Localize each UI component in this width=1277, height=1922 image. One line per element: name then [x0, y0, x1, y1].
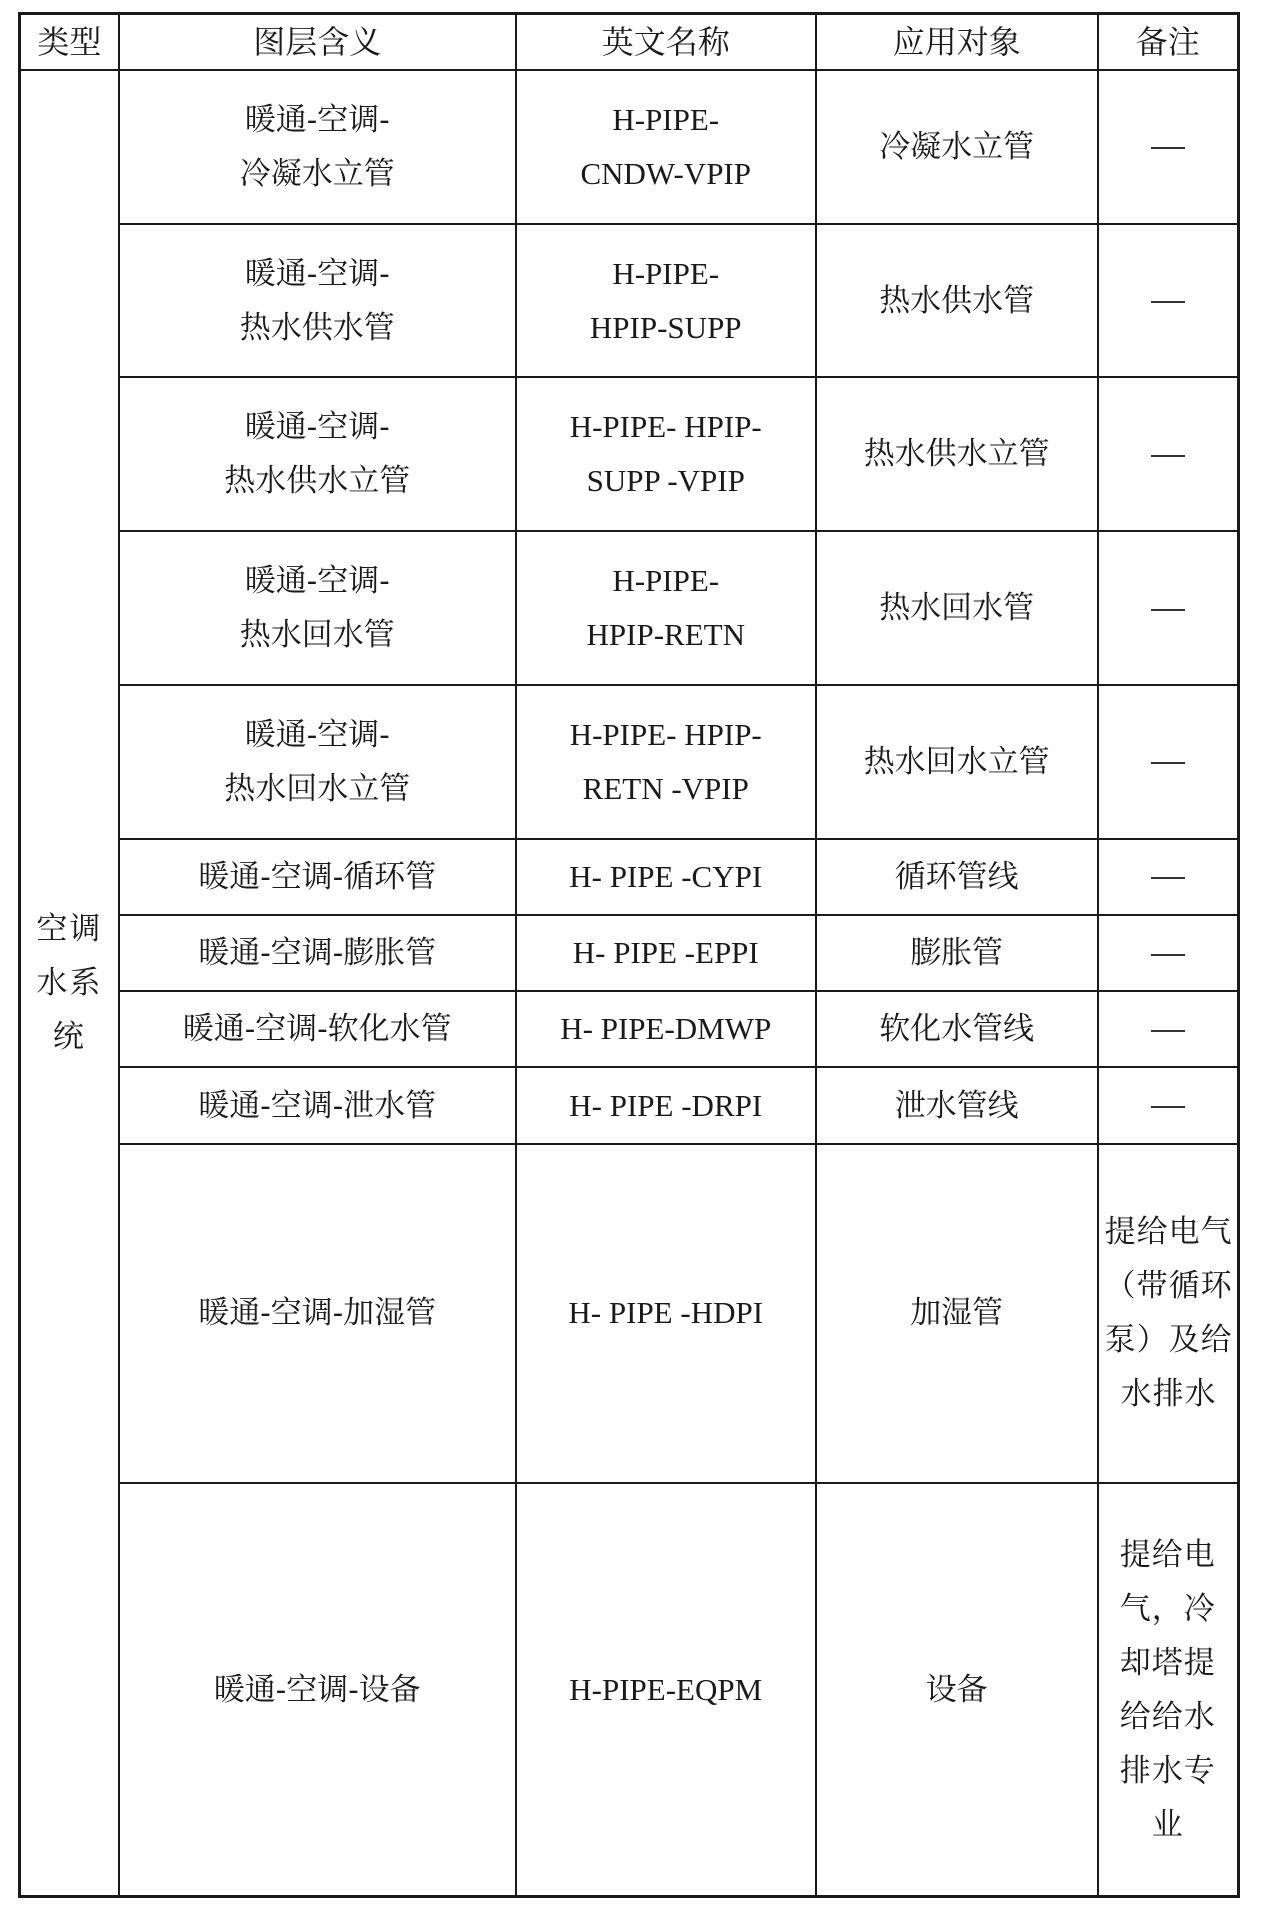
table-row: [20, 685, 1239, 839]
note-cell: [1098, 224, 1239, 378]
meaning-cell: [119, 839, 516, 915]
header-row: [20, 14, 1239, 71]
meaning-line: 暖通-空调-: [244, 255, 390, 292]
object-cell: 热水供水立管: [816, 377, 1098, 531]
note-cell: [1098, 70, 1239, 224]
english-line: H- PIPE -DRPI: [569, 1087, 763, 1123]
object-cell: 加湿管: [816, 1144, 1098, 1483]
english-name-cell: [516, 531, 816, 685]
english-name-cell: [516, 685, 816, 839]
note-cell: [1098, 377, 1239, 531]
dash-mark: [1151, 609, 1185, 611]
meaning-cell: [119, 377, 516, 531]
english-name-cell: [516, 70, 816, 224]
meaning-line: 暖通-空调-循环管: [198, 858, 437, 895]
meaning-line: 暖通-空调-膨胀管: [198, 935, 437, 972]
object-cell: 膨胀管: [816, 915, 1098, 991]
meaning-line: 热水回水立管: [224, 770, 411, 807]
note-cell: [1098, 991, 1239, 1067]
dash-mark: [1151, 1030, 1185, 1032]
english-line: RETN -VPIP: [582, 770, 749, 806]
table-row: [20, 70, 1239, 224]
meaning-cell: [119, 1483, 516, 1896]
english-line: HPIP-RETN: [586, 617, 745, 653]
note-text: 提给电气（带循环泵）及给水排水: [1104, 1214, 1233, 1413]
dash-mark: [1151, 954, 1185, 956]
note-cell: [1098, 1067, 1239, 1143]
meaning-line: 暖通-空调-: [244, 716, 390, 753]
note-cell: [1098, 839, 1239, 915]
header-english-name: 英文名称: [516, 14, 816, 71]
dash-mark: [1151, 147, 1185, 149]
english-line: H- PIPE -CYPI: [569, 858, 763, 894]
note-cell: [1098, 685, 1239, 839]
meaning-line: 热水供水管: [239, 309, 395, 346]
type-label: 空调水系统: [36, 911, 103, 1055]
meaning-line: 暖通-空调-: [244, 563, 390, 600]
meaning-cell: [119, 915, 516, 991]
meaning-cell: [119, 70, 516, 224]
table-row: [20, 1144, 1239, 1483]
table-row: [20, 991, 1239, 1067]
english-line: H-PIPE-: [612, 101, 720, 137]
english-name-cell: [516, 1144, 816, 1483]
header-layer-meaning: 图层含义: [119, 14, 516, 71]
meaning-line: 暖通-空调-设备: [213, 1671, 421, 1708]
english-line: H- PIPE-DMWP: [560, 1011, 772, 1047]
object-cell: 冷凝水立管: [816, 70, 1098, 224]
english-name-cell: [516, 1483, 816, 1896]
header-application-object: 应用对象: [816, 14, 1098, 71]
layer-table: [18, 12, 1240, 1898]
object-cell: 设备: [816, 1483, 1098, 1896]
object-cell: 软化水管线: [816, 991, 1098, 1067]
english-name-cell: [516, 377, 816, 531]
table-row: [20, 1483, 1239, 1896]
english-line: H-PIPE-EQPM: [569, 1671, 763, 1707]
dash-mark: [1151, 762, 1185, 764]
object-cell: 循环管线: [816, 839, 1098, 915]
meaning-line: 热水回水管: [239, 617, 395, 654]
dash-mark: [1151, 877, 1185, 879]
meaning-line: 暖通-空调-泄水管: [198, 1087, 437, 1124]
english-line: HPIP-SUPP: [589, 309, 742, 345]
meaning-cell: [119, 1067, 516, 1143]
table-row: [20, 915, 1239, 991]
english-line: H-PIPE- HPIP-: [569, 716, 762, 752]
note-cell: [1098, 531, 1239, 685]
english-name-cell: [516, 1067, 816, 1143]
meaning-line: 暖通-空调-加湿管: [198, 1295, 437, 1332]
meaning-cell: [119, 224, 516, 378]
meaning-line: 暖通-空调-: [244, 101, 390, 138]
meaning-cell: [119, 685, 516, 839]
english-line: H- PIPE -EPPI: [572, 935, 759, 971]
english-name-cell: [516, 224, 816, 378]
object-cell: 热水回水立管: [816, 685, 1098, 839]
header-note: 备注: [1098, 14, 1239, 71]
meaning-line: 冷凝水立管: [239, 155, 395, 192]
english-name-cell: [516, 915, 816, 991]
english-line: H- PIPE -HDPI: [568, 1295, 764, 1331]
dash-mark: [1151, 301, 1185, 303]
header-type: 类型: [20, 14, 119, 71]
english-name-cell: [516, 991, 816, 1067]
object-cell: 热水回水管: [816, 531, 1098, 685]
meaning-cell: [119, 991, 516, 1067]
english-line: SUPP -VPIP: [586, 463, 745, 499]
table-row: [20, 1067, 1239, 1143]
english-line: CNDW-VPIP: [580, 155, 751, 191]
meaning-cell: [119, 1144, 516, 1483]
note-text: 提给电气，冷却塔提给给水排水专业: [1119, 1536, 1216, 1843]
note-cell: [1098, 1483, 1239, 1896]
object-cell: 泄水管线: [816, 1067, 1098, 1143]
table-row: [20, 377, 1239, 531]
note-cell: [1098, 915, 1239, 991]
object-cell: 热水供水管: [816, 224, 1098, 378]
english-line: H-PIPE-: [612, 563, 720, 599]
table-row: [20, 839, 1239, 915]
english-line: H-PIPE-: [612, 255, 720, 291]
type-cell: [20, 70, 119, 1897]
dash-mark: [1151, 455, 1185, 457]
dash-mark: [1151, 1106, 1185, 1108]
meaning-line: 暖通-空调-软化水管: [182, 1011, 452, 1048]
meaning-line: 暖通-空调-: [244, 409, 390, 446]
english-name-cell: [516, 839, 816, 915]
table-row: [20, 531, 1239, 685]
meaning-cell: [119, 531, 516, 685]
note-cell: [1098, 1144, 1239, 1483]
table-row: [20, 224, 1239, 378]
meaning-line: 热水供水立管: [224, 463, 411, 500]
english-line: H-PIPE- HPIP-: [569, 409, 762, 445]
